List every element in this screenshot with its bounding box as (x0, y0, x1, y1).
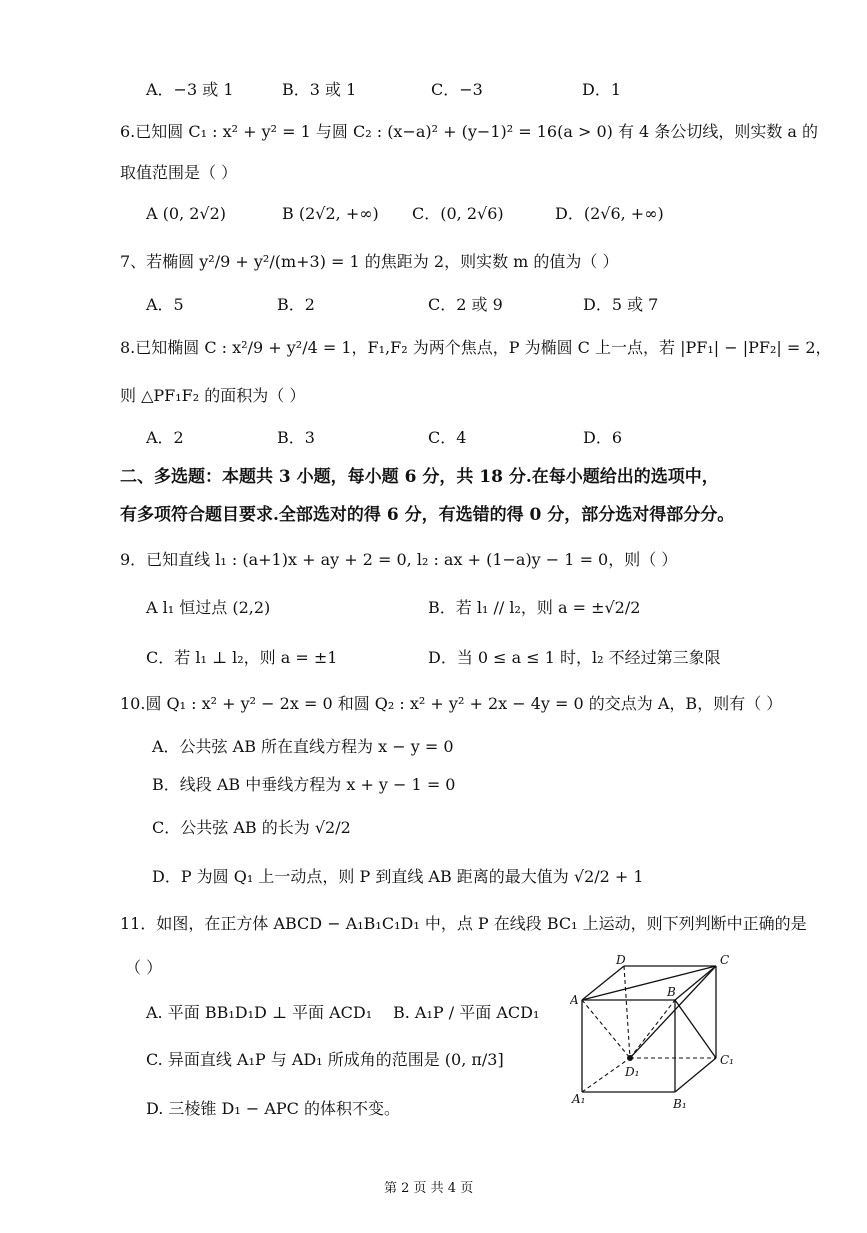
q7-stem: 7、若椭圆 y²/9 + y²/(m+3) = 1 的焦距为 2，则实数 m 的值为（ ） (120, 252, 619, 271)
q8-option-d: D．6 (583, 428, 623, 447)
q9-option-c: C．若 l₁ ⊥ l₂，则 a = ±1 (146, 648, 338, 667)
q8-option-a: A．2 (146, 428, 184, 447)
label-d: D (616, 953, 626, 967)
q10-option-d: D．P 为圆 Q₁ 上一动点，则 P 到直线 AB 距离的最大值为 √2/2 + 1 (152, 867, 644, 886)
label-b1: B₁ (673, 1097, 687, 1111)
q10-stem: 10.圆 Q₁ : x² + y² − 2x = 0 和圆 Q₂ : x² + y² + 2x − 4y = 0 的交点为 A，B，则有（ ） (120, 694, 783, 713)
label-d1: D₁ (625, 1065, 640, 1079)
q11-stem: 11．如图，在正方体 ABCD − A₁B₁C₁D₁ 中，点 P 在线段 BC₁ 上运动，则下列判断中正确的是 (120, 914, 807, 933)
q9-stem: 9．已知直线 l₁ : (a+1)x + ay + 2 = 0, l₂ : ax + (1−a)y − 1 = 0，则（ ） (120, 550, 678, 569)
cube-figure (570, 952, 745, 1112)
q5-option-c: C．−3 (431, 80, 483, 99)
q9-option-b: B．若 l₁ // l₂，则 a = ±√2/2 (428, 598, 641, 617)
q6-option-d: D．(2√6, +∞) (555, 204, 664, 223)
q7-option-d: D．5 或 7 (583, 295, 659, 314)
label-a1: A₁ (572, 1092, 586, 1106)
label-b: B (667, 985, 676, 999)
q10-option-b: B．线段 AB 中垂线方程为 x + y − 1 = 0 (152, 775, 456, 794)
q6-option-a: A (0, 2√2) (146, 204, 227, 223)
q9-option-a: A l₁ 恒过点 (2,2) (146, 598, 271, 617)
q6-option-b: B (2√2, +∞) (282, 204, 379, 223)
q5-option-d: D．1 (582, 80, 622, 99)
q11-option-d: D. 三棱锥 D₁ − APC 的体积不变。 (146, 1099, 400, 1118)
q8-option-c: C．4 (428, 428, 467, 447)
q5-option-b: B．3 或 1 (282, 80, 357, 99)
q11-option-c: C. 异面直线 A₁P 与 AD₁ 所成角的范围是 (0, π/3] (146, 1050, 504, 1069)
q6-stem-cont: 取值范围是（ ） (120, 163, 238, 182)
q11-option-b: B. A₁P / 平面 ACD₁ (393, 1003, 540, 1022)
q5-option-a: A．−3 或 1 (146, 80, 234, 99)
q10-option-c: C．公共弦 AB 的长为 √2/2 (152, 818, 351, 837)
label-c1: C₁ (720, 1053, 734, 1067)
q9-option-d: D．当 0 ≤ a ≤ 1 时，l₂ 不经过第三象限 (428, 648, 721, 667)
q6-stem: 6.已知圆 C₁ : x² + y² = 1 与圆 C₂ : (x−a)² + (y−1)² = 16(a > 0) 有 4 条公切线，则实数 a 的 (120, 122, 819, 141)
q7-option-c: C．2 或 9 (428, 295, 503, 314)
q8-stem-cont: 则 △PF₁F₂ 的面积为（ ） (120, 386, 306, 405)
label-a: A (570, 993, 579, 1007)
q11-stem-cont: （ ） (125, 958, 163, 977)
q10-option-a: A．公共弦 AB 所在直线方程为 x − y = 0 (152, 737, 454, 756)
q11-option-a: A. 平面 BB₁D₁D ⊥ 平面 ACD₁ (146, 1003, 373, 1022)
q6-option-c: C．(0, 2√6) (412, 204, 504, 223)
q8-stem: 8.已知椭圆 C : x²/9 + y²/4 = 1，F₁,F₂ 为两个焦点，P 为椭圆 C 上一点，若 |PF₁| − |PF₂| = 2， (120, 338, 832, 357)
section2-heading-cont: 有多项符合题目要求.全部选对的得 6 分，有选错的得 0 分，部分选对得部分分。 (120, 505, 735, 525)
page-footer: 第 2 页 共 4 页 (384, 1181, 474, 1196)
label-c: C (720, 953, 730, 967)
q8-option-b: B．3 (277, 428, 315, 447)
section2-heading: 二、多选题：本题共 3 小题，每小题 6 分，共 18 分.在每小题给出的选项中， (120, 467, 719, 487)
q7-option-a: A．5 (146, 295, 184, 314)
q7-option-b: B．2 (277, 295, 315, 314)
